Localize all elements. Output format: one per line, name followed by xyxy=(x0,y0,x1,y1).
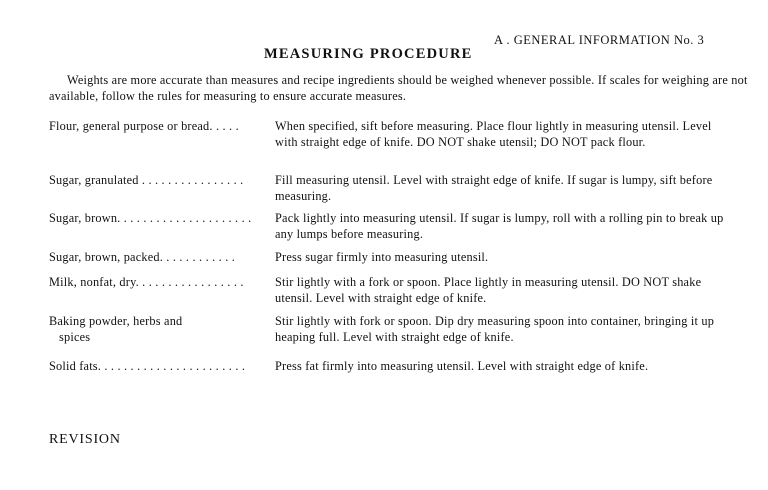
intro-paragraph: Weights are more accurate than measures and recipe ingredients should be weighed whenever possible. If scales for weighing are not available, follow the rules for measuring to ensure accurate measures. xyxy=(49,73,748,103)
instruction-text: Press fat firmly into measuring utensil. Level with straight edge of knife. xyxy=(275,359,649,373)
ingredient-label: Sugar, brown. . . . . . . . . . . . . . . . . . . . . xyxy=(49,211,252,225)
instruction-text: Press sugar firmly into measuring utensil. xyxy=(275,250,489,264)
ingredient-label-line2: spices xyxy=(59,329,91,344)
instruction-text: Pack lightly into measuring utensil. If sugar is lumpy, roll with a rolling pin to break up any lumps before measuring. xyxy=(275,211,724,241)
ingredient-label: Sugar, brown, packed. . . . . . . . . . . . xyxy=(49,250,236,264)
instruction-text: When specified, sift before measuring. Place flour lightly in measuring utensil. Level with straight edge of knife. DO NOT shake utensil; DO NOT pack flour. xyxy=(275,119,712,149)
ingredient-label: Sugar, granulated . . . . . . . . . . . . . . . . xyxy=(49,173,244,187)
ingredient-label xyxy=(49,314,271,345)
revision-label: REVISION xyxy=(49,432,121,447)
section-reference: A . GENERAL INFORMATION No. 3 xyxy=(494,33,705,47)
instruction-text: Fill measuring utensil. Level with straight edge of knife. If sugar is lumpy, sift before measuring. xyxy=(275,173,713,203)
ingredient-label: Solid fats. . . . . . . . . . . . . . . . . . . . . . . xyxy=(49,359,246,373)
instruction-text: Stir lightly with fork or spoon. Dip dry measuring spoon into container, bringing it up heaping full. Level with straight edge of knife. xyxy=(275,314,715,344)
ingredient-label-line1: Baking powder, herbs and xyxy=(49,314,183,328)
ingredient-label: Milk, nonfat, dry. . . . . . . . . . . . . . . . . xyxy=(49,275,244,289)
ingredient-label: Flour, general purpose or bread. . . . . xyxy=(49,119,239,133)
page-title: MEASURING PROCEDURE xyxy=(264,46,473,62)
instruction-text: Stir lightly with a fork or spoon. Place lightly in measuring utensil. DO NOT shake utensil. Level with straight edge of knife. xyxy=(275,275,702,305)
